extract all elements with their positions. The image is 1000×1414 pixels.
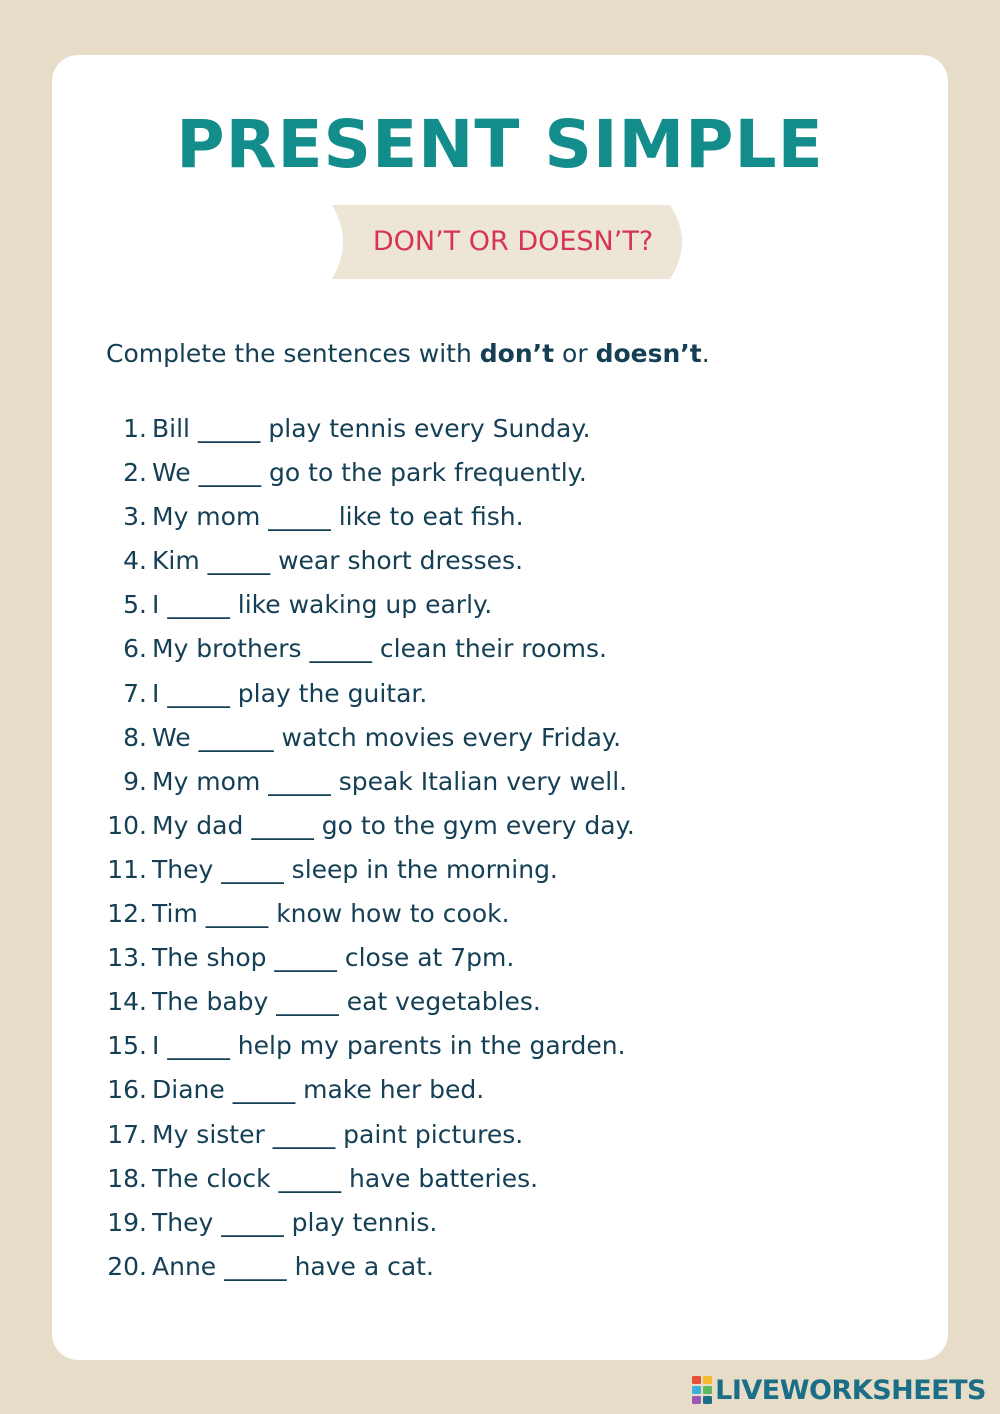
- sentence-number: 18.: [107, 1163, 147, 1193]
- sentence-text: My mom _____ like to eat fish.: [152, 502, 524, 532]
- liveworksheets-watermark: [692, 1373, 986, 1407]
- sentence-number: 6.: [123, 634, 147, 664]
- sentence-text: They _____ sleep in the morning.: [152, 854, 558, 884]
- sentence-number: 3.: [123, 502, 147, 532]
- sentence-number: 20.: [107, 1251, 147, 1281]
- sentence-number: 7.: [123, 678, 147, 708]
- instruction-middle: or: [554, 339, 596, 368]
- liveworksheets-logo-icon: [692, 1376, 712, 1404]
- sentence-number: 8.: [123, 722, 147, 752]
- instruction: [106, 334, 710, 374]
- sentence-text: Bill _____ play tennis every Sunday.: [152, 414, 591, 443]
- sentence-text: My dad _____ go to the gym every day.: [152, 810, 635, 840]
- instruction-suffix: .: [701, 339, 710, 368]
- sentence-text: The clock _____ have batteries.: [152, 1163, 539, 1193]
- sentence-text: Anne _____ have a cat.: [152, 1251, 434, 1281]
- sentence-text: My mom _____ speak Italian very well.: [152, 766, 628, 796]
- sentence-number: 4.: [123, 546, 147, 576]
- sentence-number: 2.: [123, 458, 147, 488]
- sentence-text: I _____ like waking up early.: [152, 590, 493, 620]
- sentence-text: I _____ help my parents in the garden.: [152, 1031, 626, 1061]
- sentence-number: 17.: [107, 1119, 147, 1149]
- subtitle: DON’T OR DOESN’T?: [372, 226, 654, 257]
- sentence-text: Tim _____ know how to cook.: [152, 899, 510, 929]
- sentence-number: 9.: [123, 766, 147, 796]
- sentence-text: They _____ play tennis.: [152, 1207, 438, 1237]
- sentence-text: We _____ go to the park frequently.: [152, 458, 587, 488]
- sentence-number: 15.: [107, 1031, 147, 1061]
- instruction-prefix: Complete the sentences with: [106, 339, 480, 368]
- sentence-text: My sister _____ paint pictures.: [152, 1119, 524, 1149]
- page-title: PRESENT SIMPLE: [176, 106, 824, 183]
- sentence-text: The baby _____ eat vegetables.: [152, 987, 541, 1017]
- sentence-number: 1.: [123, 414, 147, 443]
- sentence-number: 5.: [123, 590, 147, 620]
- sentence-text: Diane _____ make her bed.: [152, 1075, 485, 1105]
- instruction-word-dont: don’t: [479, 339, 555, 368]
- sentence-text: I _____ play the guitar.: [152, 678, 428, 708]
- sentence-number: 14.: [107, 987, 147, 1017]
- sentence-number: 19.: [107, 1207, 147, 1237]
- sentence-number: 12.: [107, 899, 147, 929]
- sentence-number: 11.: [107, 854, 147, 884]
- instruction-word-doesnt: doesn’t: [595, 339, 702, 368]
- subtitle-ribbon: [332, 205, 694, 279]
- sentence-number: 10.: [107, 810, 147, 840]
- watermark-text: LIVEWORKSHEETS: [715, 1374, 986, 1406]
- sentence-text: We ______ watch movies every Friday.: [152, 722, 622, 752]
- sentence-text: My brothers _____ clean their rooms.: [152, 634, 607, 664]
- sentence-number: 13.: [107, 943, 147, 973]
- sentence-text: Kim _____ wear short dresses.: [152, 546, 524, 576]
- sentence-number: 16.: [107, 1075, 147, 1105]
- sentence-text: The shop _____ close at 7pm.: [152, 943, 515, 973]
